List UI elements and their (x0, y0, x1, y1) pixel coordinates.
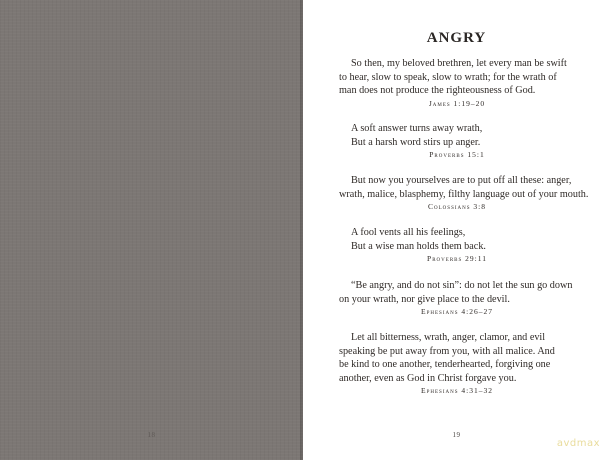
left-page (0, 0, 303, 460)
passage-proverbs-29-11 (339, 226, 575, 263)
scripture-reference: Colossians 3:8 (428, 202, 486, 211)
scripture-reference: Ephesians 4:26–27 (421, 307, 493, 316)
passage-line: A soft answer turns away wrath, (351, 123, 483, 134)
passage-line: wrath, malice, blasphemy, filthy language out of your mouth. (339, 188, 589, 200)
passage-line: But a wise man holds them back. (351, 240, 486, 252)
passage-line: But a harsh word stirs up anger. (351, 136, 481, 148)
passage-colossians-3-8 (339, 174, 589, 211)
passage-line: be kind to one another, tenderhearted, forgiving one (339, 359, 551, 370)
right-page (303, 0, 610, 460)
right-page-number: 19 (452, 431, 461, 439)
passage-line: on your wrath, nor give place to the devil. (339, 293, 510, 305)
passage-ephesians-4-26 (339, 279, 575, 316)
passage-line: man does not produce the righteousness of God. (339, 85, 536, 96)
scripture-reference: Ephesians 4:31–32 (421, 386, 493, 395)
watermark-logo: avdmax (556, 438, 600, 449)
passage-line: A fool vents all his feelings, (351, 227, 466, 238)
passage-line: So then, my beloved brethren, let every man be swift (351, 58, 567, 69)
passage-james-1-19 (339, 57, 575, 108)
passage-line: to hear, slow to speak, slow to wrath; for the wrath of (339, 71, 557, 83)
passage-line: speaking be put away from you, with all malice. And (339, 345, 555, 357)
passage-proverbs-15-1 (339, 122, 575, 159)
scripture-reference: James 1:19–20 (428, 98, 486, 108)
passage-ephesians-4-31 (339, 331, 575, 395)
passage-line: But now you yourselves are to put off all these: anger, (351, 175, 572, 186)
passage-line: another, even as God in Christ forgave you. (339, 372, 517, 384)
chapter-title: ANGRY (426, 30, 487, 46)
passage-line: Let all bitterness, wrath, anger, clamor, and evil (351, 332, 546, 343)
left-page-number: 18 (147, 431, 156, 439)
scripture-reference: Proverbs 29:11 (427, 254, 487, 263)
scripture-reference: Proverbs 15:1 (429, 150, 485, 159)
passage-line: “Be angry, and do not sin”: do not let the sun go down (351, 280, 573, 291)
